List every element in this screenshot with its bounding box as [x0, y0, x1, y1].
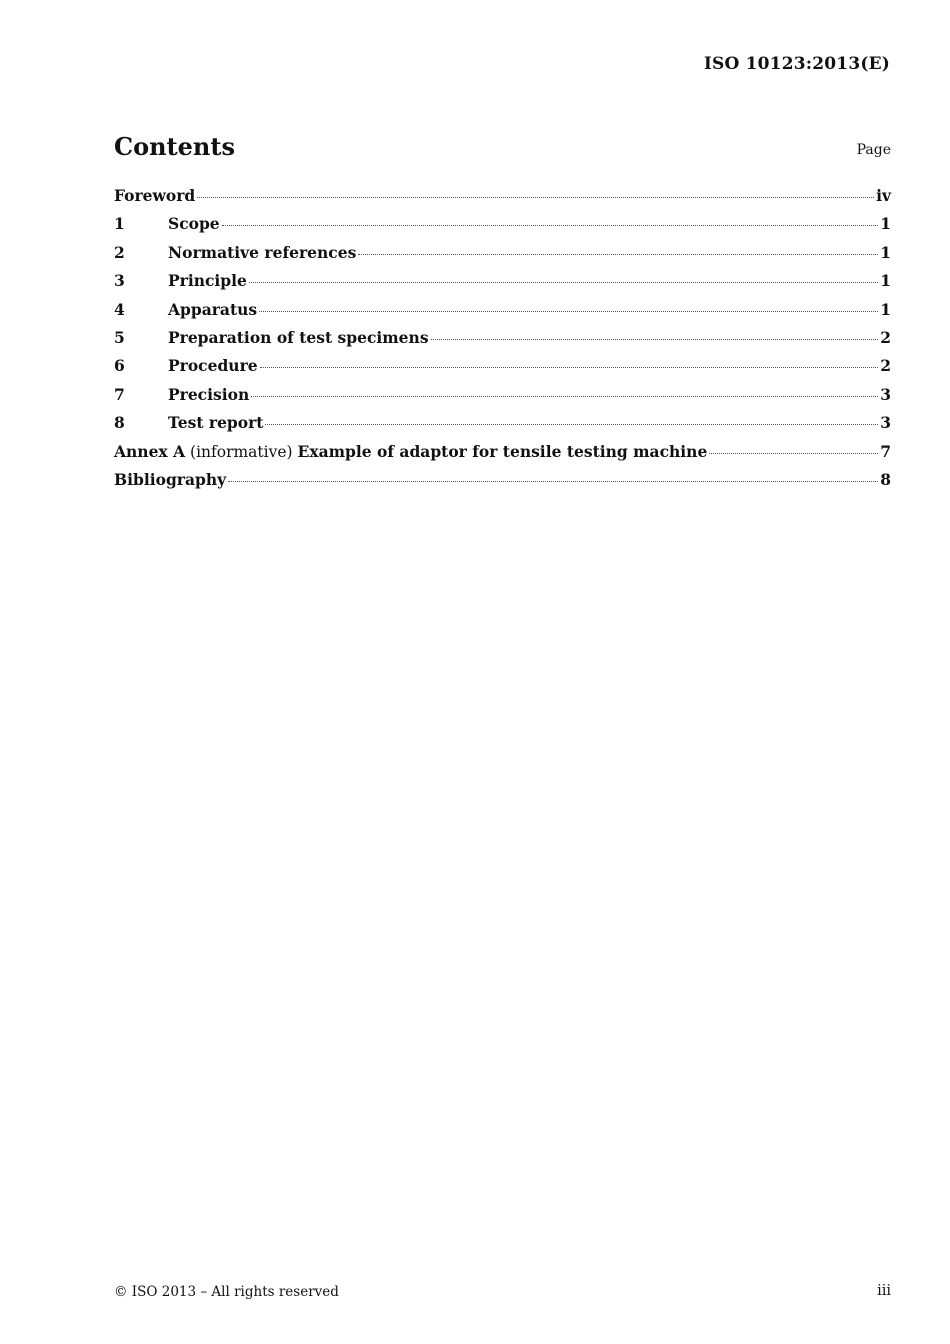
toc-entry-title: Bibliography [114, 469, 227, 489]
dot-leader [709, 453, 878, 454]
toc-entry-page: 2 [880, 356, 891, 376]
toc-entry-page: 8 [880, 469, 891, 489]
page-column-label: Page [856, 142, 891, 158]
toc-entry-title [114, 440, 707, 464]
toc-entry-page: iv [876, 186, 891, 205]
toc-entry-bibliography[interactable] [114, 468, 891, 496]
annex-label: Annex A [114, 441, 186, 461]
toc-entry-scope[interactable] [114, 212, 891, 240]
dot-leader [358, 254, 878, 255]
toc-entry-page: 1 [880, 299, 891, 319]
page-number: iii [877, 1283, 891, 1299]
toc-entry-page: 1 [880, 242, 891, 262]
copyright-notice: © ISO 2013 – All rights reserved [114, 1284, 339, 1300]
toc-entry-number: 7 [114, 384, 125, 404]
toc-entry-page: 2 [880, 327, 891, 347]
toc-entry-number: 3 [114, 271, 125, 291]
dot-leader [249, 282, 878, 283]
toc-entry-number: 1 [114, 214, 125, 234]
contents-heading-row [114, 132, 891, 164]
toc-entry-preparation-of-test-specimens[interactable] [114, 326, 891, 354]
dot-leader [265, 424, 878, 425]
toc-entry-page: 1 [880, 271, 891, 291]
toc-entry-number: 6 [114, 356, 125, 376]
dot-leader [259, 311, 878, 312]
toc-entry-apparatus[interactable] [114, 298, 891, 326]
page-footer [114, 1284, 891, 1304]
dot-leader [222, 225, 879, 226]
dot-leader [431, 339, 879, 340]
toc-entry-title: Principle [168, 271, 247, 291]
toc-entry-number: 5 [114, 327, 125, 347]
toc-entry-test-report[interactable] [114, 411, 891, 439]
toc-entry-principle[interactable] [114, 269, 891, 297]
dot-leader [197, 197, 874, 198]
annex-type: (informative) [185, 442, 298, 461]
document-id: ISO 10123:2013(E) [703, 54, 890, 74]
toc-entry-title: Precision [168, 384, 250, 404]
toc-entry-precision[interactable] [114, 383, 891, 411]
dot-leader [260, 367, 879, 368]
toc-entry-title: Procedure [168, 356, 258, 376]
toc-entry-number: 4 [114, 299, 125, 319]
table-of-contents [114, 184, 891, 496]
toc-entry-page: 3 [880, 384, 891, 404]
toc-entry-normative-references[interactable] [114, 241, 891, 269]
toc-entry-page: 3 [880, 413, 891, 433]
toc-entry-number: 8 [114, 413, 125, 433]
dot-leader [228, 481, 878, 482]
toc-entry-title: Apparatus [168, 299, 258, 319]
toc-entry-number: 2 [114, 242, 125, 262]
toc-entry-foreword[interactable] [114, 184, 891, 212]
toc-entry-page: 7 [880, 441, 891, 461]
toc-entry-title: Preparation of test specimens [168, 327, 429, 347]
annex-title: Example of adaptor for tensile testing machine [297, 441, 708, 461]
toc-entry-title: Test report [168, 413, 264, 433]
toc-entry-page: 1 [880, 214, 891, 234]
toc-entry-title: Scope [168, 214, 220, 234]
toc-entry-title: Normative references [168, 242, 357, 262]
contents-title: Contents [114, 132, 235, 161]
toc-entry-annex-a[interactable] [114, 440, 891, 468]
dot-leader [251, 396, 878, 397]
toc-entry-title: Foreword [114, 186, 196, 205]
toc-entry-procedure[interactable] [114, 354, 891, 382]
